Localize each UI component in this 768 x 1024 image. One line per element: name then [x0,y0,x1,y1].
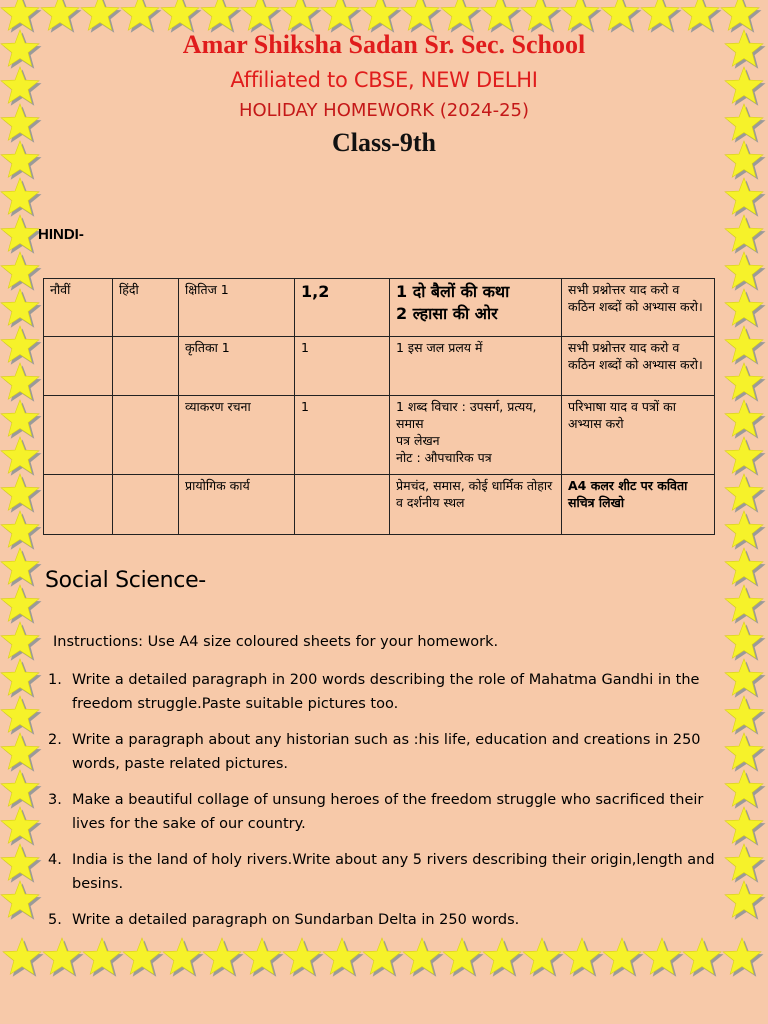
star-icon [161,0,202,33]
star-icon [725,511,766,550]
hindi-homework-table [43,278,715,535]
homework-title: HOLIDAY HOMEWORK (2024-25) [238,100,530,121]
topic-line: प्रेमचंद, समास, कोई धार्मिक तोहार व दर्शनीय स्थल [396,478,553,510]
star-icon [725,215,766,254]
star-icon [725,770,766,809]
star-icon [401,0,442,33]
item-text: Write a paragraph about any historian such as :his life, education and creations in 250 words, paste related pictures. [72,732,701,772]
star-icon [681,0,722,33]
topic-line: 1 शब्द विचार : उपसर्ग, प्रत्यय, समास [396,399,537,431]
star-icon [725,881,766,920]
star-icon [1,0,42,33]
star-icon [441,0,482,33]
star-icon [481,0,522,33]
list-item [48,908,722,932]
class-cell: नौवीं [44,279,113,337]
star-icon [361,0,402,33]
item-number: 1. [48,672,62,688]
star-icon [1,215,42,254]
star-icon [561,0,602,33]
star-icon [1,622,42,661]
star-icon [1,252,42,291]
star-icon [725,400,766,439]
table-row [44,279,715,337]
star-icon [121,0,162,33]
item-number: 2. [48,732,62,748]
star-icon [1,548,42,587]
subject-cell: हिंदी [113,279,179,337]
star-icon [521,0,562,33]
item-text: India is the land of holy rivers.Write about any 5 rivers describing their origin,length and besins. [72,852,715,892]
chapter-cell: 1,2 [295,279,390,337]
star-icon [1,844,42,883]
star-icon [1,733,42,772]
class-cell [44,475,113,535]
item-number: 4. [48,852,62,868]
star-icon [725,289,766,328]
item-text: Make a beautiful collage of unsung heroes of the freedom struggle who sacrificed their lives for the sake of our country. [72,792,704,832]
subject-cell [113,337,179,396]
topics-cell [390,396,562,475]
social-science-heading: Social Science- [45,568,206,593]
star-icon [1,363,42,402]
star-icon [723,938,764,977]
hindi-heading: HINDI- [38,226,84,243]
star-icon [321,0,362,33]
star-icon [201,0,242,33]
star-icon [1,881,42,920]
school-name: Amar Shiksha Sadan Sr. Sec. School [182,30,586,59]
star-icon [1,659,42,698]
star-icon [241,0,282,33]
subject-cell [113,396,179,475]
task-cell: सभी प्रश्नोत्तर याद करो व कठिन शब्दों को अभ्यास करो। [562,337,715,396]
class-cell [44,337,113,396]
list-item [48,788,722,836]
star-icon [1,178,42,217]
item-text: Write a detailed paragraph on Sundarban Delta in 250 words. [72,912,520,928]
table-row [44,396,715,475]
chapter-cell: 1 [295,337,390,396]
topic-line: नोट : औपचारिक पत्र [396,450,492,465]
star-icon [725,622,766,661]
star-icon [725,585,766,624]
star-icon [41,0,82,33]
chapter-cell: 1 [295,396,390,475]
star-icon [725,437,766,476]
list-item [48,848,722,896]
book-cell: व्याकरण रचना [179,396,295,475]
list-item [48,728,722,776]
item-number: 5. [48,912,62,928]
star-icon [1,696,42,735]
book-cell: प्रायोगिक कार्य [179,475,295,535]
class-label: Class-9th [331,128,436,157]
chapter-cell [295,475,390,535]
star-icon [725,807,766,846]
topic-line: 2 ल्हासा की ओर [396,304,498,323]
star-icon [1,511,42,550]
star-icon [725,844,766,883]
star-icon [1,289,42,328]
book-cell: क्षितिज 1 [179,279,295,337]
star-icon [721,0,762,33]
table-row [44,337,715,396]
star-icon [1,400,42,439]
topics-cell [390,337,562,396]
item-number: 3. [48,792,62,808]
class-cell [44,396,113,475]
topic-line: पत्र लेखन [396,433,440,448]
social-science-task-list [48,668,722,944]
subject-cell [113,475,179,535]
star-icon [3,938,44,977]
task-cell: परिभाषा याद व पत्रों का अभ्यास करो [562,396,715,475]
star-icon [725,326,766,365]
star-icon [1,437,42,476]
star-icon [1,807,42,846]
affiliation-line: Affiliated to CBSE, NEW DELHI [230,68,538,92]
topic-line: 1 इस जल प्रलय में [396,340,483,355]
star-icon [601,0,642,33]
star-icon [725,548,766,587]
star-icon [725,659,766,698]
star-icon [81,0,122,33]
star-icon [1,585,42,624]
star-icon [725,252,766,291]
star-icon [1,474,42,513]
star-icon [725,696,766,735]
star-icon [1,770,42,809]
topics-cell [390,475,562,535]
star-icon [725,363,766,402]
list-item [48,668,722,716]
star-icon [725,733,766,772]
star-icon [725,474,766,513]
task-cell: सभी प्रश्नोत्तर याद करो व कठिन शब्दों को अभ्यास करो। [562,279,715,337]
instructions-text: Instructions: Use A4 size coloured sheets for your homework. [53,634,499,650]
topic-line: 1 दो बैलों की कथा [396,282,510,301]
star-icon [725,178,766,217]
task-cell: A4 कलर शीट पर कविता सचित्र लिखो [562,475,715,535]
star-icon [281,0,322,33]
topics-cell [390,279,562,337]
star-icon [641,0,682,33]
item-text: Write a detailed paragraph in 200 words describing the role of Mahatma Gandhi in the freedom struggle.Paste suitable pictures too. [72,672,700,712]
book-cell: कृतिका 1 [179,337,295,396]
table-row [44,475,715,535]
star-icon [1,326,42,365]
